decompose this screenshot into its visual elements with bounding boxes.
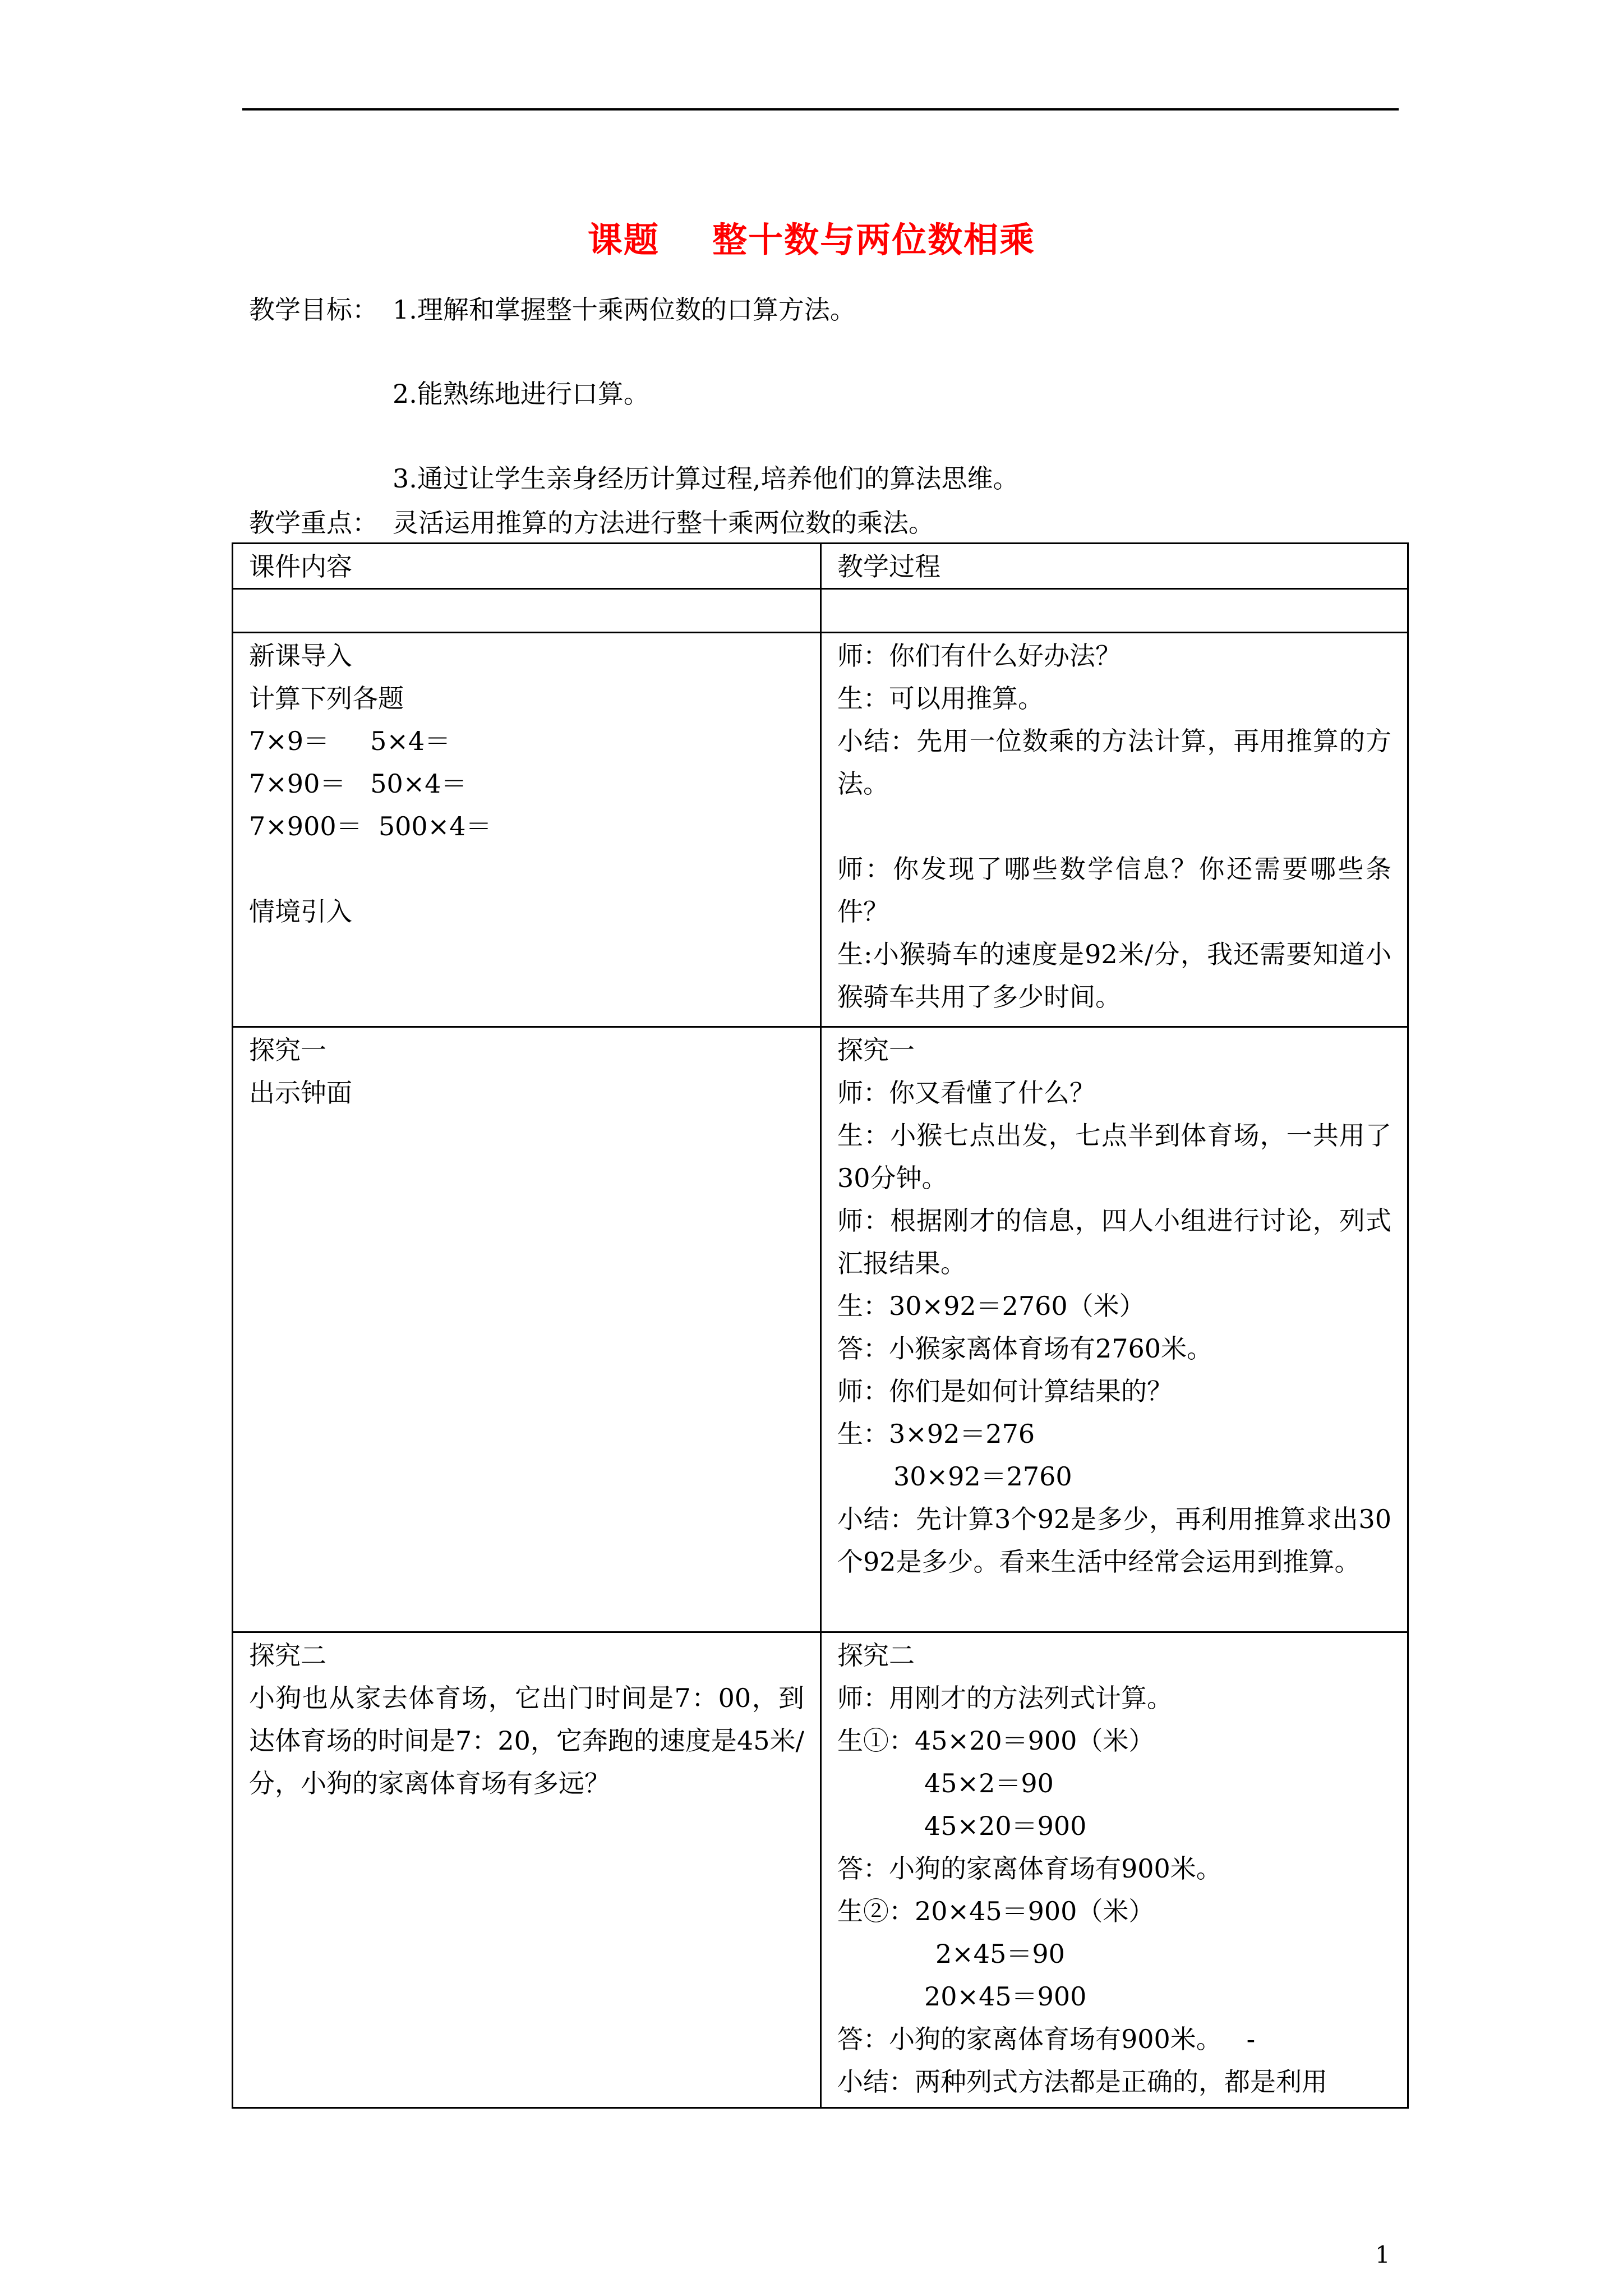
table-row-explore-2 xyxy=(233,1632,1408,2108)
explore2-right-line: 答：小狗的家离体育场有900米。 xyxy=(837,1853,1222,1884)
lesson-title: 课题 整十数与两位数相乘 xyxy=(587,219,1036,260)
objective-item-2: 2.能熟练地进行口算。 xyxy=(393,379,649,409)
explore1-right-line: 答：小猴家离体育场有2760米。 xyxy=(837,1333,1213,1364)
explore2-left-line: 小狗也从家去体育场，它出门时间是7：00，到达体育场的时间是7：20，它奔跑的速度是45米/分，小狗的家离体育场有多远？ xyxy=(249,1683,804,1798)
explore1-right-line: 生：小猴七点出发，七点半到体育场，一共用了30分钟。 xyxy=(837,1120,1391,1193)
explore2-right-line: 生②：20×45＝900（米） xyxy=(837,1896,1155,1926)
explore1-right-line: 探究一 xyxy=(837,1035,915,1065)
intro-right-line: 小结：先用一位数乘的方法计算，再用推算的方法。 xyxy=(837,726,1391,799)
page-number: 1 xyxy=(1375,2241,1390,2269)
intro-left-line: 7×900＝ 500×4＝ xyxy=(249,811,492,841)
explore1-right-line: 30×92＝2760 xyxy=(893,1461,1072,1492)
intro-left-cell xyxy=(233,633,821,1027)
objective-item-1: 1.理解和掌握整十乘两位数的口算方法。 xyxy=(393,295,856,325)
table-empty-row xyxy=(233,589,1408,633)
table-row-explore-1 xyxy=(233,1027,1408,1632)
intro-left-line: 计算下列各题 xyxy=(249,683,404,714)
intro-left-line: 新课导入 xyxy=(249,641,352,671)
explore2-right-line: 探究二 xyxy=(837,1640,915,1671)
explore1-left-line: 探究一 xyxy=(249,1035,326,1065)
explore1-right-line: 小结：先计算3个92是多少，再利用推算求出30个92是多少。看来生活中经常会运用到推算。 xyxy=(837,1504,1391,1577)
objectives-label: 教学目标： xyxy=(249,295,378,325)
explore2-right-line: 45×2＝90 xyxy=(924,1768,1054,1798)
explore1-right-line: 生：3×92＝276 xyxy=(837,1419,1035,1449)
explore2-right-line: 45×20＝900 xyxy=(924,1811,1087,1841)
explore2-left-line: 探究二 xyxy=(249,1640,326,1671)
explore2-right-cell xyxy=(821,1632,1408,2108)
explore2-right-line: 答：小狗的家离体育场有900米。 - xyxy=(837,2024,1256,2054)
intro-right-line: 师：你们有什么好办法？ xyxy=(837,641,1121,671)
explore1-left-line: 出示钟面 xyxy=(249,1078,352,1108)
table-row-intro xyxy=(233,633,1408,1027)
explore2-right-line: 小结：两种列式方法都是正确的，都是利用 xyxy=(837,2067,1327,2097)
explore1-right-line: 生：30×92＝2760（米） xyxy=(837,1291,1145,1321)
key-point-label: 教学重点： xyxy=(249,508,378,538)
empty-cell-right xyxy=(821,589,1408,633)
explore1-right-line: 师：根据刚才的信息，四人小组进行讨论，列式汇报结果。 xyxy=(837,1205,1391,1278)
intro-left-line xyxy=(249,848,804,890)
intro-left-line: 情境引入 xyxy=(249,896,352,927)
intro-left-line: 7×90＝ 50×4＝ xyxy=(249,769,467,799)
explore2-right-line: 师：用刚才的方法列式计算。 xyxy=(837,1683,1173,1713)
intro-right-line xyxy=(837,805,1391,848)
intro-right-line: 生:小猴骑车的速度是92米/分，我还需要知道小猴骑车共用了多少时间。 xyxy=(837,939,1391,1012)
explore1-right-line: 师：你们是如何计算结果的？ xyxy=(837,1376,1173,1406)
explore1-left-cell xyxy=(233,1027,821,1632)
header-courseware: 课件内容 xyxy=(233,544,821,589)
intro-right-line: 师：你发现了哪些数学信息？你还需要哪些条件？ xyxy=(837,854,1391,927)
explore2-right-line: 20×45＝900 xyxy=(924,1981,1087,2012)
header-teaching-process: 教学过程 xyxy=(821,544,1408,589)
explore2-right-line: 生①：45×20＝900（米） xyxy=(837,1726,1155,1756)
intro-right-line: 生：可以用推算。 xyxy=(837,683,1044,714)
explore2-right-line: 2×45＝90 xyxy=(935,1939,1065,1969)
empty-cell-left xyxy=(233,589,821,633)
intro-right-cell xyxy=(821,633,1408,1027)
explore1-right-line: 师：你又看懂了什么？ xyxy=(837,1078,1095,1108)
intro-left-line: 7×9＝ 5×4＝ xyxy=(249,726,451,756)
explore2-left-cell xyxy=(233,1632,821,2108)
objective-item-3: 3.通过让学生亲身经历计算过程,培养他们的算法思维。 xyxy=(393,463,1019,494)
explore1-right-cell xyxy=(821,1027,1408,1632)
key-point-text: 灵活运用推算的方法进行整十乘两位数的乘法。 xyxy=(393,508,934,538)
header-rule xyxy=(242,108,1399,111)
table-header-row xyxy=(233,544,1408,589)
lesson-table xyxy=(232,542,1409,2109)
